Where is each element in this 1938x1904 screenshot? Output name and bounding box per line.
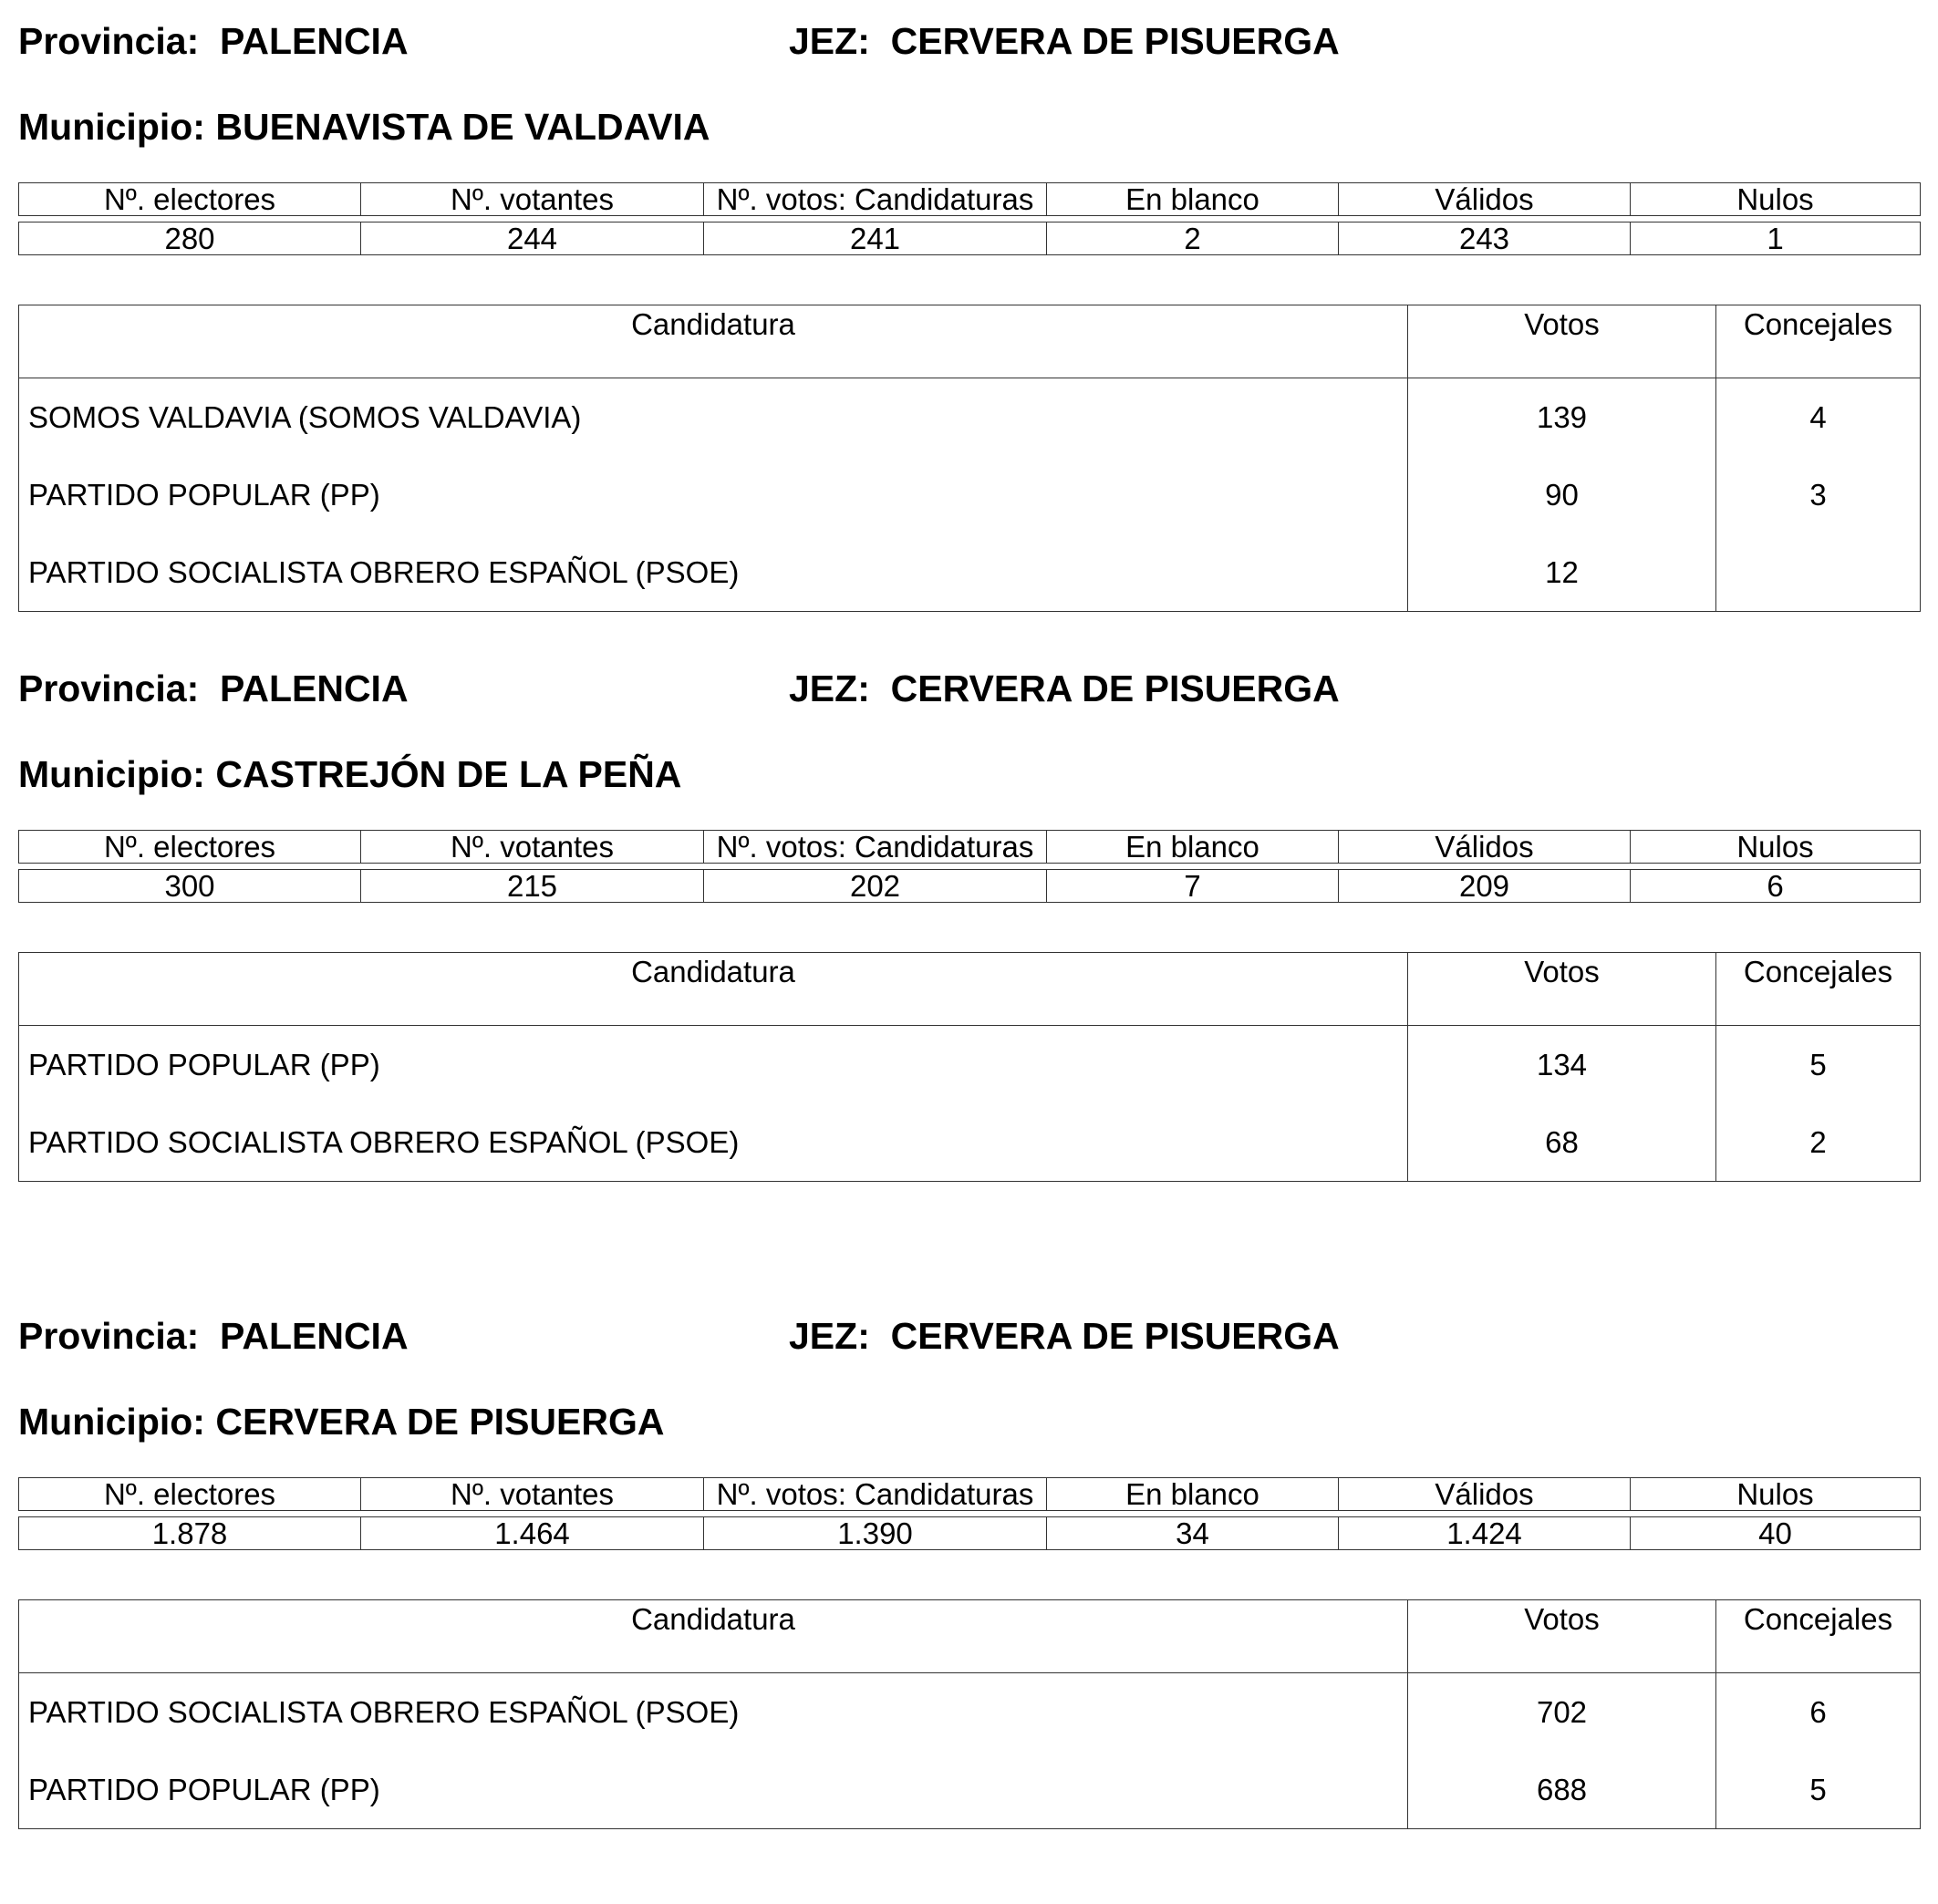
candidatura-name: PARTIDO SOCIALISTA OBRERO ESPAÑOL (PSOE) bbox=[19, 1673, 1408, 1752]
stats-value-cell: 300 bbox=[19, 870, 361, 903]
jez-label: JEZ: bbox=[789, 20, 870, 62]
jez-label: JEZ: bbox=[789, 667, 870, 709]
stats-value-cell: 7 bbox=[1047, 870, 1339, 903]
candidatura-concejales: 6 bbox=[1716, 1673, 1921, 1752]
cand-header-row bbox=[19, 1600, 1921, 1673]
candidatura-votos: 688 bbox=[1408, 1751, 1716, 1829]
cand-header-cell: Votos bbox=[1408, 953, 1716, 1026]
candidatura-concejales: 2 bbox=[1716, 1103, 1921, 1182]
stats-header-cell: En blanco bbox=[1047, 831, 1339, 864]
stats-value-cell: 1.424 bbox=[1339, 1517, 1631, 1550]
candidatura-concejales: 4 bbox=[1716, 378, 1921, 457]
municipio-heading bbox=[18, 1401, 664, 1443]
stats-header-cell: Válidos bbox=[1339, 1478, 1631, 1511]
candidatura-votos: 68 bbox=[1408, 1103, 1716, 1182]
candidatura-row bbox=[19, 378, 1921, 457]
municipio-value: CERVERA DE PISUERGA bbox=[215, 1401, 665, 1443]
provincia-value: PALENCIA bbox=[220, 667, 409, 709]
cand-header-cell: Candidatura bbox=[19, 953, 1408, 1026]
candidatura-votos: 12 bbox=[1408, 533, 1716, 612]
stats-table bbox=[18, 182, 1921, 255]
candidatura-name: PARTIDO POPULAR (PP) bbox=[19, 1751, 1408, 1829]
municipio-label: Municipio: bbox=[18, 1401, 205, 1443]
candidaturas-table bbox=[18, 305, 1921, 612]
provincia-label: Provincia: bbox=[18, 1315, 200, 1357]
cand-header-cell: Concejales bbox=[1716, 953, 1921, 1026]
stats-value-cell: 40 bbox=[1631, 1517, 1921, 1550]
stats-header-cell: Válidos bbox=[1339, 183, 1631, 216]
jez-heading bbox=[789, 667, 1340, 709]
stats-header-cell: Nº. electores bbox=[19, 831, 361, 864]
candidatura-row bbox=[19, 456, 1921, 533]
stats-header-row bbox=[19, 831, 1921, 864]
stats-value-cell: 241 bbox=[704, 222, 1047, 255]
stats-value-row bbox=[19, 222, 1921, 255]
stats-header-cell: En blanco bbox=[1047, 183, 1339, 216]
municipio-value: CASTREJÓN DE LA PEÑA bbox=[215, 753, 682, 795]
stats-header-cell: Nº. votantes bbox=[361, 831, 704, 864]
stats-value-cell: 202 bbox=[704, 870, 1047, 903]
candidatura-name: PARTIDO SOCIALISTA OBRERO ESPAÑOL (PSOE) bbox=[19, 1103, 1408, 1182]
provincia-value: PALENCIA bbox=[220, 20, 409, 62]
provincia-heading bbox=[18, 667, 409, 709]
candidatura-row bbox=[19, 1026, 1921, 1104]
jez-value: CERVERA DE PISUERGA bbox=[890, 1315, 1340, 1357]
stats-value-row bbox=[19, 870, 1921, 903]
municipio-label: Municipio: bbox=[18, 753, 205, 795]
cand-header-cell: Candidatura bbox=[19, 305, 1408, 378]
stats-value-cell: 1 bbox=[1631, 222, 1921, 255]
municipio-heading bbox=[18, 106, 710, 148]
stats-header-cell: Nulos bbox=[1631, 1478, 1921, 1511]
stats-header-cell: Nº. votos: Candidaturas bbox=[704, 1478, 1047, 1511]
stats-value-cell: 2 bbox=[1047, 222, 1339, 255]
stats-header-cell: Nº. votos: Candidaturas bbox=[704, 831, 1047, 864]
candidatura-name: PARTIDO SOCIALISTA OBRERO ESPAÑOL (PSOE) bbox=[19, 533, 1408, 612]
cand-header-cell: Votos bbox=[1408, 1600, 1716, 1673]
provincia-heading bbox=[18, 20, 409, 62]
municipio-heading bbox=[18, 753, 681, 795]
cand-header-cell: Candidatura bbox=[19, 1600, 1408, 1673]
candidatura-row bbox=[19, 1103, 1921, 1182]
stats-value-cell: 34 bbox=[1047, 1517, 1339, 1550]
candidatura-concejales bbox=[1716, 533, 1921, 612]
stats-header-cell: Nulos bbox=[1631, 183, 1921, 216]
jez-label: JEZ: bbox=[789, 1315, 870, 1357]
cand-header-cell: Concejales bbox=[1716, 305, 1921, 378]
jez-value: CERVERA DE PISUERGA bbox=[890, 667, 1340, 709]
stats-value-cell: 209 bbox=[1339, 870, 1631, 903]
stats-header-cell: Válidos bbox=[1339, 831, 1631, 864]
candidaturas-table bbox=[18, 952, 1921, 1182]
provincia-label: Provincia: bbox=[18, 20, 200, 62]
candidatura-row bbox=[19, 1673, 1921, 1752]
stats-value-cell: 1.390 bbox=[704, 1517, 1047, 1550]
candidaturas-table bbox=[18, 1599, 1921, 1829]
cand-header-row bbox=[19, 305, 1921, 378]
stats-header-cell: En blanco bbox=[1047, 1478, 1339, 1511]
provincia-value: PALENCIA bbox=[220, 1315, 409, 1357]
candidatura-row bbox=[19, 533, 1921, 612]
stats-header-row bbox=[19, 183, 1921, 216]
candidatura-votos: 134 bbox=[1408, 1026, 1716, 1104]
jez-heading bbox=[789, 20, 1340, 62]
stats-header-row bbox=[19, 1478, 1921, 1511]
jez-heading bbox=[789, 1315, 1340, 1357]
candidatura-votos: 139 bbox=[1408, 378, 1716, 457]
stats-header-cell: Nº. votantes bbox=[361, 183, 704, 216]
candidatura-votos: 90 bbox=[1408, 456, 1716, 533]
candidatura-concejales: 3 bbox=[1716, 456, 1921, 533]
stats-value-cell: 215 bbox=[361, 870, 704, 903]
stats-value-cell: 244 bbox=[361, 222, 704, 255]
provincia-heading bbox=[18, 1315, 409, 1357]
candidatura-row bbox=[19, 1751, 1921, 1829]
stats-value-cell: 1.878 bbox=[19, 1517, 361, 1550]
stats-header-cell: Nº. votos: Candidaturas bbox=[704, 183, 1047, 216]
municipio-value: BUENAVISTA DE VALDAVIA bbox=[215, 106, 710, 148]
provincia-label: Provincia: bbox=[18, 667, 200, 709]
stats-value-row bbox=[19, 1517, 1921, 1550]
cand-header-row bbox=[19, 953, 1921, 1026]
municipio-label: Municipio: bbox=[18, 106, 205, 148]
stats-value-cell: 6 bbox=[1631, 870, 1921, 903]
stats-header-cell: Nulos bbox=[1631, 831, 1921, 864]
candidatura-concejales: 5 bbox=[1716, 1751, 1921, 1829]
cand-header-cell: Concejales bbox=[1716, 1600, 1921, 1673]
stats-table bbox=[18, 830, 1921, 903]
candidatura-concejales: 5 bbox=[1716, 1026, 1921, 1104]
stats-table bbox=[18, 1477, 1921, 1550]
jez-value: CERVERA DE PISUERGA bbox=[890, 20, 1340, 62]
candidatura-name: PARTIDO POPULAR (PP) bbox=[19, 1026, 1408, 1104]
stats-value-cell: 1.464 bbox=[361, 1517, 704, 1550]
stats-header-cell: Nº. electores bbox=[19, 1478, 361, 1511]
candidatura-name: SOMOS VALDAVIA (SOMOS VALDAVIA) bbox=[19, 378, 1408, 457]
stats-value-cell: 280 bbox=[19, 222, 361, 255]
cand-header-cell: Votos bbox=[1408, 305, 1716, 378]
candidatura-name: PARTIDO POPULAR (PP) bbox=[19, 456, 1408, 533]
stats-header-cell: Nº. electores bbox=[19, 183, 361, 216]
candidatura-votos: 702 bbox=[1408, 1673, 1716, 1752]
stats-value-cell: 243 bbox=[1339, 222, 1631, 255]
stats-header-cell: Nº. votantes bbox=[361, 1478, 704, 1511]
